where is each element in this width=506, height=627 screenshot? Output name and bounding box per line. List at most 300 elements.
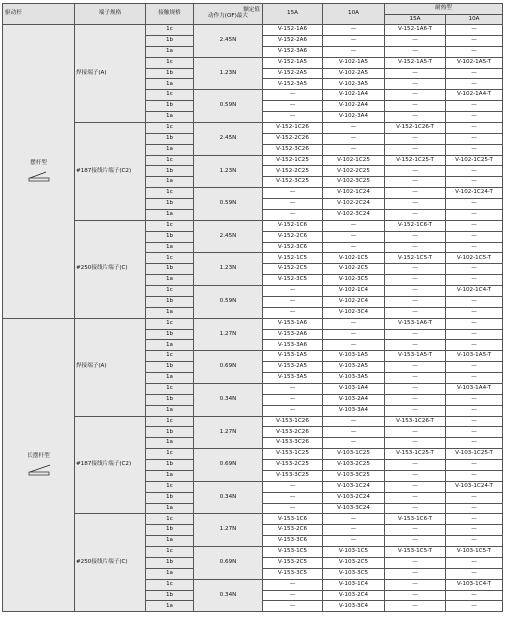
model-heat-10a-cell: — [446,68,503,79]
pole-cell: 1c [146,188,194,199]
model-10a-cell: — [323,35,385,46]
model-heat-15a-cell: — [385,340,446,351]
pole-cell: 1b [146,231,194,242]
model-15a-cell: V-153-2C25 [263,460,323,471]
model-10a-cell: V-102-2C4 [323,296,385,307]
model-heat-10a-cell: — [446,101,503,112]
model-15a-cell: V-152-3A5 [263,79,323,90]
model-heat-10a-cell: — [446,394,503,405]
header-force [194,4,263,25]
model-15a-cell: V-152-2A6 [263,35,323,46]
pole-cell: 1b [146,35,194,46]
pole-cell: 1a [146,275,194,286]
model-heat-10a-cell: V-102-1A5-T [446,57,503,68]
model-10a-cell: V-102-3C5 [323,275,385,286]
model-15a-cell: V-152-2C5 [263,264,323,275]
model-heat-10a-cell: — [446,220,503,231]
header-contact: 接触规格 [146,4,194,25]
model-heat-10a-cell: — [446,568,503,579]
model-heat-15a-cell: — [385,373,446,384]
model-heat-10a-cell: — [446,427,503,438]
pole-cell: 1b [146,492,194,503]
model-heat-10a-cell: V-102-1C24-T [446,188,503,199]
model-heat-15a-cell: — [385,557,446,568]
model-heat-15a-cell: — [385,242,446,253]
model-10a-cell: V-102-1C25 [323,155,385,166]
model-15a-cell: V-153-1C5 [263,547,323,558]
table-header [3,4,503,25]
pole-cell: 1a [146,568,194,579]
model-heat-10a-cell: — [446,46,503,57]
pole-cell: 1c [146,220,194,231]
model-10a-cell: — [323,144,385,155]
model-heat-10a-cell: — [446,318,503,329]
model-10a-cell: V-103-2C4 [323,590,385,601]
model-10a-cell: V-103-3C5 [323,568,385,579]
model-heat-10a-cell: — [446,242,503,253]
model-heat-10a-cell: — [446,79,503,90]
table-row [3,514,503,525]
model-heat-10a-cell: — [446,362,503,373]
model-15a-cell: V-153-1C26 [263,416,323,427]
model-heat-10a-cell: — [446,199,503,210]
force-cell: 0.34N [194,383,263,416]
model-10a-cell: V-102-1C5 [323,253,385,264]
model-15a-cell: — [263,307,323,318]
header-driver: 驱动杆 [3,4,75,25]
model-heat-10a-cell: V-103-1C5-T [446,547,503,558]
model-heat-15a-cell: — [385,188,446,199]
model-10a-cell: V-102-2A4 [323,101,385,112]
pole-cell: 1c [146,57,194,68]
model-heat-15a-cell: V-152-1A6-T [385,25,446,36]
pole-cell: 1b [146,557,194,568]
model-heat-15a-cell: — [385,231,446,242]
pole-cell: 1c [146,351,194,362]
model-10a-cell: V-102-1A4 [323,90,385,101]
header-10a: 10A [323,4,385,25]
model-15a-cell: — [263,90,323,101]
model-15a-cell: — [263,286,323,297]
model-10a-cell: V-103-1A5 [323,351,385,362]
pole-cell: 1a [146,177,194,188]
force-cell: 2.45N [194,122,263,155]
model-heat-15a-cell: — [385,101,446,112]
model-15a-cell: V-152-1A5 [263,57,323,68]
pole-cell: 1a [146,438,194,449]
header-terminal: 端子规格 [75,4,146,25]
model-10a-cell: — [323,242,385,253]
model-heat-10a-cell: — [446,405,503,416]
model-15a-cell: V-153-3C6 [263,536,323,547]
model-15a-cell: V-152-1C6 [263,220,323,231]
model-10a-cell: V-103-1A4 [323,383,385,394]
model-15a-cell: V-153-3C25 [263,470,323,481]
model-heat-15a-cell: — [385,481,446,492]
model-heat-15a-cell: — [385,492,446,503]
pole-cell: 1c [146,318,194,329]
model-10a-cell: V-102-2C25 [323,166,385,177]
model-15a-cell: V-152-3C5 [263,275,323,286]
model-15a-cell: V-153-2A6 [263,329,323,340]
header-force-line2: 动作力(OF)最大 [208,13,248,19]
pole-cell: 1a [146,79,194,90]
model-15a-cell: V-152-3C26 [263,144,323,155]
model-heat-15a-cell: — [385,362,446,373]
pole-cell: 1b [146,166,194,177]
model-heat-15a-cell: — [385,275,446,286]
model-heat-15a-cell: — [385,470,446,481]
table-row [3,122,503,133]
header-force-line1: 额定值 [243,7,260,14]
model-heat-15a-cell: — [385,503,446,514]
model-heat-15a-cell: — [385,329,446,340]
pole-cell: 1c [146,122,194,133]
model-10a-cell: — [323,220,385,231]
model-10a-cell: V-102-1C24 [323,188,385,199]
model-heat-15a-cell: — [385,90,446,101]
model-heat-10a-cell: V-103-1C25-T [446,449,503,460]
model-10a-cell: — [323,438,385,449]
model-10a-cell: V-102-3C25 [323,177,385,188]
model-heat-15a-cell: — [385,383,446,394]
model-15a-cell: — [263,481,323,492]
model-10a-cell: V-103-1C5 [323,547,385,558]
pole-cell: 1b [146,427,194,438]
pole-cell: 1b [146,133,194,144]
model-10a-cell: V-102-2C24 [323,199,385,210]
model-10a-cell: — [323,329,385,340]
model-heat-10a-cell: — [446,231,503,242]
model-10a-cell: — [323,25,385,36]
model-heat-15a-cell: — [385,46,446,57]
spec-sheet [2,3,502,612]
model-10a-cell: V-103-3C24 [323,503,385,514]
model-15a-cell: V-152-2C26 [263,133,323,144]
model-heat-15a-cell: V-152-1C25-T [385,155,446,166]
model-10a-cell: V-102-2C5 [323,264,385,275]
model-heat-10a-cell: — [446,296,503,307]
force-cell: 1.27N [194,318,263,351]
model-15a-cell: — [263,199,323,210]
model-15a-cell: — [263,579,323,590]
model-15a-cell: V-153-3C26 [263,438,323,449]
model-15a-cell: V-152-1C5 [263,253,323,264]
force-cell: 0.34N [194,481,263,514]
model-15a-cell: — [263,394,323,405]
model-heat-15a-cell: V-153-1C6-T [385,514,446,525]
model-heat-10a-cell: V-103-1A4-T [446,383,503,394]
model-heat-10a-cell: V-102-1C5-T [446,253,503,264]
force-cell: 1.23N [194,155,263,188]
pole-cell: 1b [146,525,194,536]
model-15a-cell: V-153-3A5 [263,373,323,384]
terminal-cell: #250接线片端子(C) [75,220,146,318]
model-heat-10a-cell: — [446,536,503,547]
model-10a-cell: — [323,231,385,242]
model-heat-15a-cell: — [385,525,446,536]
model-15a-cell: V-153-1A5 [263,351,323,362]
force-cell: 0.34N [194,579,263,612]
model-10a-cell: — [323,525,385,536]
model-15a-cell: V-152-3A6 [263,46,323,57]
pole-cell: 1c [146,481,194,492]
model-15a-cell: V-152-2A5 [263,68,323,79]
model-table [2,3,503,612]
model-15a-cell: V-153-2C5 [263,557,323,568]
pole-cell: 1c [146,416,194,427]
model-10a-cell: V-103-1C4 [323,579,385,590]
model-heat-15a-cell: — [385,394,446,405]
model-heat-15a-cell: — [385,133,446,144]
model-15a-cell: — [263,503,323,514]
model-15a-cell: V-152-2C6 [263,231,323,242]
model-heat-15a-cell: — [385,427,446,438]
model-heat-15a-cell: — [385,568,446,579]
long-lever-icon [26,464,52,476]
model-heat-15a-cell: — [385,79,446,90]
model-heat-15a-cell: — [385,536,446,547]
model-15a-cell: V-152-1A6 [263,25,323,36]
header-heat-15a: 15A [385,15,446,25]
model-heat-15a-cell: V-153-1C26-T [385,416,446,427]
pole-cell: 1c [146,155,194,166]
model-15a-cell: V-152-2C25 [263,166,323,177]
model-heat-10a-cell: — [446,438,503,449]
model-15a-cell: — [263,188,323,199]
model-15a-cell: V-153-1A6 [263,318,323,329]
model-heat-15a-cell: — [385,460,446,471]
terminal-cell: 焊接端子(A) [75,25,146,123]
model-10a-cell: V-103-2A5 [323,362,385,373]
model-15a-cell: V-153-2A5 [263,362,323,373]
model-heat-10a-cell: — [446,144,503,155]
model-heat-10a-cell: — [446,340,503,351]
force-cell: 1.27N [194,514,263,547]
model-heat-15a-cell: — [385,405,446,416]
model-heat-10a-cell: — [446,307,503,318]
table-row [3,416,503,427]
pole-cell: 1c [146,579,194,590]
model-10a-cell: V-103-3A4 [323,405,385,416]
model-15a-cell: — [263,112,323,123]
force-cell: 1.23N [194,57,263,90]
model-heat-10a-cell: — [446,25,503,36]
force-cell: 0.69N [194,547,263,580]
force-cell: 0.69N [194,351,263,384]
force-cell: 1.23N [194,253,263,286]
model-15a-cell: — [263,383,323,394]
pole-cell: 1a [146,503,194,514]
model-heat-15a-cell: — [385,590,446,601]
model-10a-cell: V-102-3C24 [323,209,385,220]
model-heat-10a-cell: V-103-1C24-T [446,481,503,492]
model-heat-15a-cell: — [385,35,446,46]
model-heat-15a-cell: — [385,209,446,220]
model-heat-15a-cell: — [385,601,446,612]
model-15a-cell: V-153-2C6 [263,525,323,536]
pole-cell: 1a [146,601,194,612]
pole-cell: 1c [146,25,194,36]
model-heat-15a-cell: V-153-1A5-T [385,351,446,362]
model-10a-cell: V-103-1C24 [323,481,385,492]
model-15a-cell: V-152-1C26 [263,122,323,133]
table-row [3,25,503,36]
pole-cell: 1a [146,405,194,416]
lever-icon [26,170,52,182]
model-heat-15a-cell: V-152-1C6-T [385,220,446,231]
model-heat-15a-cell: — [385,438,446,449]
model-heat-10a-cell: — [446,209,503,220]
pole-cell: 1c [146,383,194,394]
model-heat-15a-cell: — [385,307,446,318]
driver-label: 长摆杆型 [27,453,50,460]
model-10a-cell: — [323,133,385,144]
model-15a-cell: V-153-1C25 [263,449,323,460]
model-heat-15a-cell: V-152-1A5-T [385,57,446,68]
model-heat-10a-cell: — [446,329,503,340]
pole-cell: 1b [146,101,194,112]
model-15a-cell: — [263,209,323,220]
model-15a-cell: — [263,492,323,503]
model-15a-cell: — [263,601,323,612]
model-10a-cell: — [323,46,385,57]
model-heat-15a-cell: — [385,579,446,590]
model-heat-10a-cell: — [446,122,503,133]
model-heat-15a-cell: — [385,286,446,297]
terminal-cell: #250接线片端子(C) [75,514,146,612]
pole-cell: 1c [146,449,194,460]
pole-cell: 1c [146,90,194,101]
model-heat-15a-cell: — [385,264,446,275]
model-10a-cell: V-102-3A4 [323,112,385,123]
model-10a-cell: — [323,122,385,133]
model-heat-10a-cell: — [446,514,503,525]
model-heat-10a-cell: — [446,275,503,286]
pole-cell: 1c [146,253,194,264]
model-15a-cell: — [263,296,323,307]
model-heat-10a-cell: — [446,264,503,275]
force-cell: 2.45N [194,220,263,253]
model-heat-10a-cell: — [446,35,503,46]
model-heat-10a-cell: V-102-1C25-T [446,155,503,166]
model-heat-10a-cell: — [446,557,503,568]
pole-cell: 1c [146,547,194,558]
model-heat-10a-cell: — [446,416,503,427]
model-15a-cell: V-153-2C26 [263,427,323,438]
pole-cell: 1b [146,264,194,275]
pole-cell: 1a [146,242,194,253]
model-heat-10a-cell: — [446,525,503,536]
model-10a-cell: V-103-1C25 [323,449,385,460]
model-heat-10a-cell: — [446,492,503,503]
force-cell: 1.27N [194,416,263,449]
pole-cell: 1a [146,46,194,57]
model-heat-15a-cell: — [385,112,446,123]
model-15a-cell: V-152-1C25 [263,155,323,166]
model-heat-10a-cell: — [446,133,503,144]
pole-cell: 1b [146,362,194,373]
model-heat-15a-cell: V-153-1A6-T [385,318,446,329]
model-10a-cell: V-102-3A5 [323,79,385,90]
model-heat-15a-cell: — [385,144,446,155]
model-15a-cell: — [263,101,323,112]
pole-cell: 1a [146,340,194,351]
model-10a-cell: — [323,536,385,547]
pole-cell: 1a [146,536,194,547]
model-10a-cell: V-102-1C4 [323,286,385,297]
pole-cell: 1a [146,470,194,481]
model-heat-15a-cell: V-153-1C25-T [385,449,446,460]
model-10a-cell: — [323,340,385,351]
model-10a-cell: — [323,416,385,427]
driver-cell [3,318,75,612]
model-heat-15a-cell: V-152-1C26-T [385,122,446,133]
model-10a-cell: V-103-3C4 [323,601,385,612]
model-heat-10a-cell: — [446,112,503,123]
pole-cell: 1b [146,68,194,79]
model-10a-cell: V-103-2A4 [323,394,385,405]
model-heat-15a-cell: — [385,199,446,210]
force-cell: 0.69N [194,449,263,482]
model-heat-15a-cell: — [385,166,446,177]
pole-cell: 1c [146,286,194,297]
table-body [3,25,503,612]
model-heat-15a-cell: V-152-1C5-T [385,253,446,264]
model-15a-cell: — [263,590,323,601]
model-15a-cell: V-152-3C6 [263,242,323,253]
model-heat-10a-cell: — [446,373,503,384]
force-cell: 0.59N [194,90,263,123]
model-heat-15a-cell: — [385,177,446,188]
model-heat-15a-cell: V-153-1C5-T [385,547,446,558]
pole-cell: 1b [146,329,194,340]
model-10a-cell: V-103-2C5 [323,557,385,568]
pole-cell: 1a [146,307,194,318]
pole-cell: 1a [146,144,194,155]
pole-cell: 1a [146,112,194,123]
pole-cell: 1b [146,460,194,471]
model-heat-10a-cell: V-102-1C4-T [446,286,503,297]
force-cell: 0.59N [194,188,263,221]
model-15a-cell: V-152-3C25 [263,177,323,188]
model-10a-cell: V-103-3C25 [323,470,385,481]
model-heat-10a-cell: — [446,166,503,177]
model-heat-15a-cell: — [385,68,446,79]
table-row [3,318,503,329]
terminal-cell: 焊接端子(A) [75,318,146,416]
pole-cell: 1b [146,590,194,601]
model-heat-10a-cell: — [446,601,503,612]
model-10a-cell: V-102-1A5 [323,57,385,68]
model-heat-10a-cell: V-102-1A4-T [446,90,503,101]
model-10a-cell: — [323,514,385,525]
header-heat-resistant: 耐热型 [385,4,503,15]
model-heat-10a-cell: — [446,503,503,514]
pole-cell: 1b [146,296,194,307]
model-heat-10a-cell: V-103-1C4-T [446,579,503,590]
driver-cell [3,25,75,319]
model-heat-10a-cell: — [446,470,503,481]
model-15a-cell: — [263,405,323,416]
model-15a-cell: V-153-3A6 [263,340,323,351]
model-10a-cell: — [323,427,385,438]
model-heat-15a-cell: — [385,296,446,307]
model-10a-cell: V-103-3A5 [323,373,385,384]
model-heat-10a-cell: — [446,177,503,188]
model-10a-cell: V-103-2C24 [323,492,385,503]
model-10a-cell: — [323,318,385,329]
